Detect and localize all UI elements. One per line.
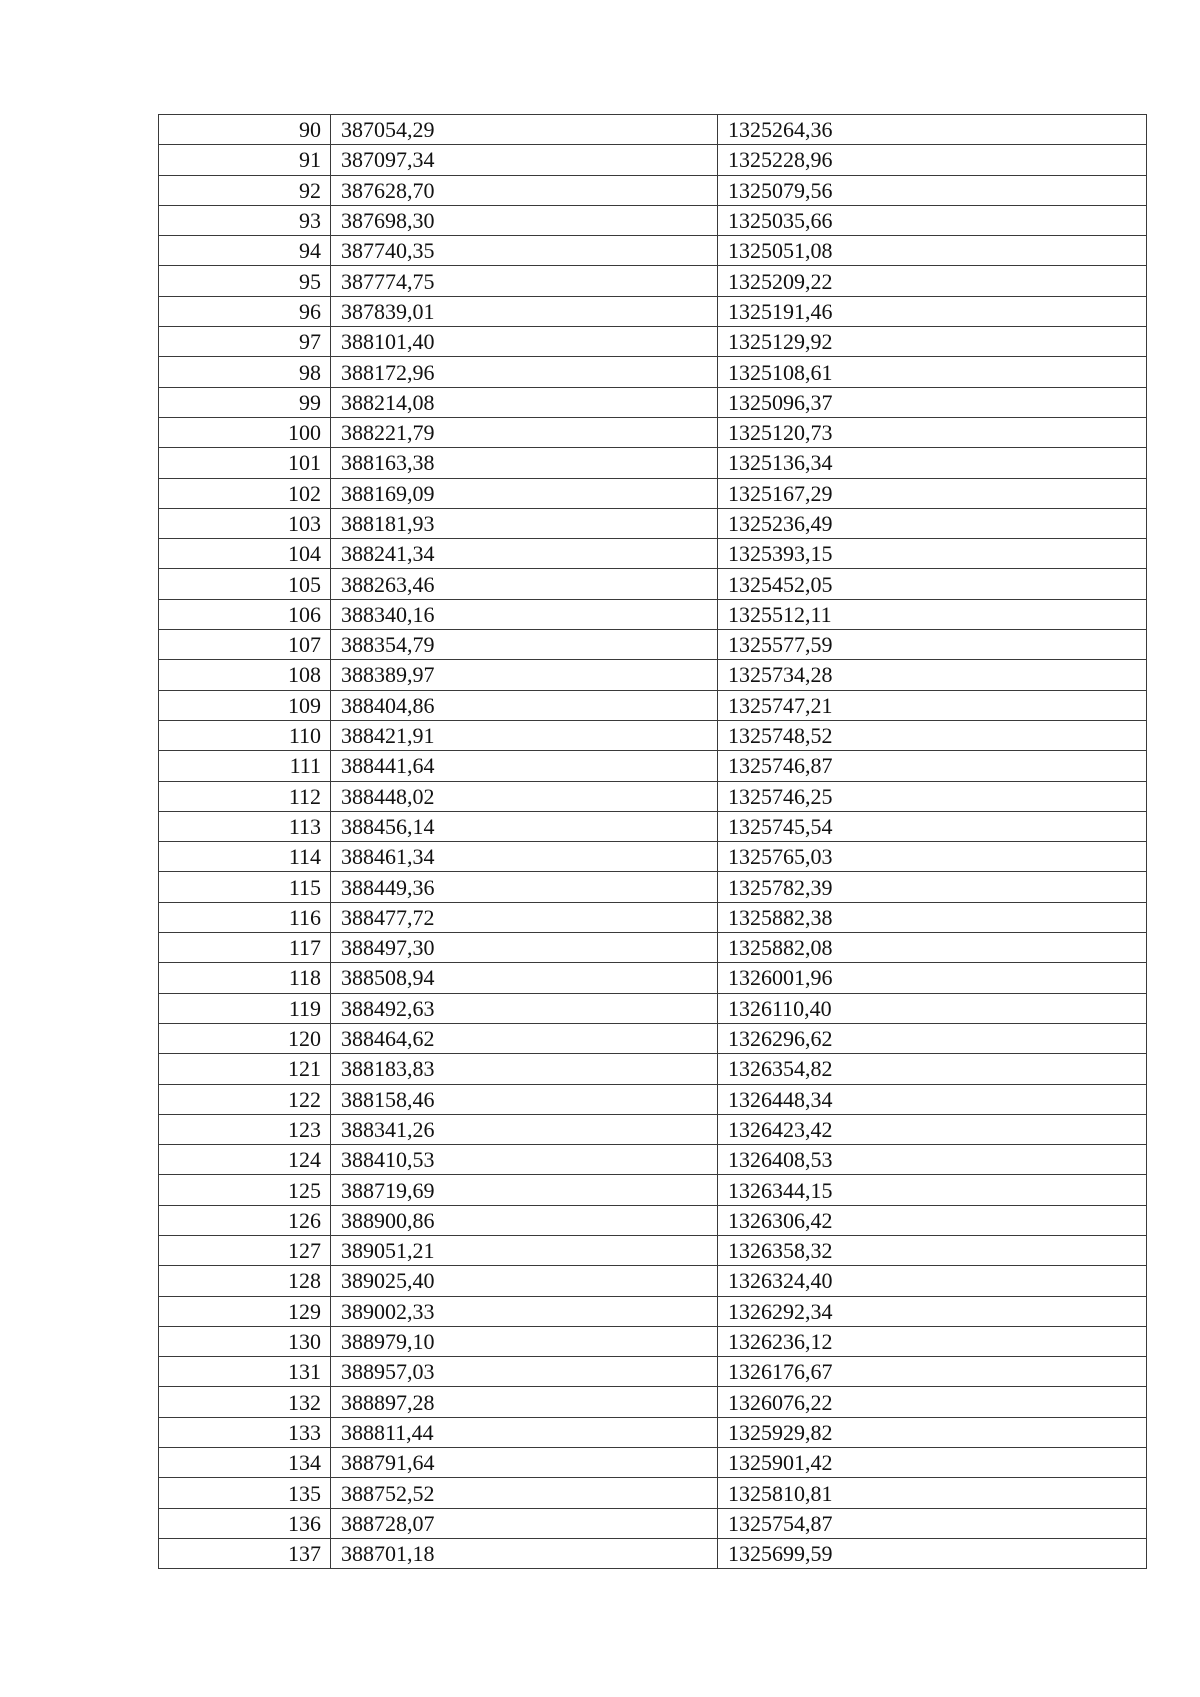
x-coordinate-cell: 388410,53 [331,1145,718,1175]
y-coordinate-cell: 1325393,15 [718,539,1147,569]
y-coordinate-cell: 1325810,81 [718,1478,1147,1508]
x-coordinate-cell: 388221,79 [331,417,718,447]
y-coordinate-cell: 1325512,11 [718,599,1147,629]
point-number-cell: 114 [159,842,331,872]
x-coordinate-cell: 388492,63 [331,993,718,1023]
x-coordinate-cell: 388477,72 [331,902,718,932]
point-number-cell: 136 [159,1508,331,1538]
point-number-cell: 102 [159,478,331,508]
x-coordinate-cell: 388263,46 [331,569,718,599]
table-row [159,387,1147,417]
x-coordinate-cell: 388979,10 [331,1326,718,1356]
point-number-cell: 130 [159,1326,331,1356]
x-coordinate-cell: 388508,94 [331,963,718,993]
table-row [159,872,1147,902]
table-row [159,448,1147,478]
x-coordinate-cell: 387740,35 [331,236,718,266]
y-coordinate-cell: 1325051,08 [718,236,1147,266]
point-number-cell: 111 [159,751,331,781]
y-coordinate-cell: 1325452,05 [718,569,1147,599]
x-coordinate-cell: 388752,52 [331,1478,718,1508]
table-row [159,1478,1147,1508]
y-coordinate-cell: 1325882,38 [718,902,1147,932]
table-row [159,1266,1147,1296]
point-number-cell: 120 [159,1023,331,1053]
y-coordinate-cell: 1326236,12 [718,1326,1147,1356]
point-number-cell: 92 [159,175,331,205]
table-row [159,1235,1147,1265]
x-coordinate-cell: 388169,09 [331,478,718,508]
point-number-cell: 93 [159,205,331,235]
y-coordinate-cell: 1325096,37 [718,387,1147,417]
y-coordinate-cell: 1326296,62 [718,1023,1147,1053]
point-number-cell: 128 [159,1266,331,1296]
x-coordinate-cell: 388421,91 [331,720,718,750]
point-number-cell: 91 [159,145,331,175]
x-coordinate-cell: 388719,69 [331,1175,718,1205]
y-coordinate-cell: 1325079,56 [718,175,1147,205]
table-row [159,1417,1147,1447]
x-coordinate-cell: 388456,14 [331,811,718,841]
point-number-cell: 133 [159,1417,331,1447]
table-row [159,236,1147,266]
table-row [159,690,1147,720]
point-number-cell: 103 [159,508,331,538]
table-row [159,993,1147,1023]
x-coordinate-cell: 387628,70 [331,175,718,205]
x-coordinate-cell: 388341,26 [331,1114,718,1144]
table-row [159,1084,1147,1114]
x-coordinate-cell: 388900,86 [331,1205,718,1235]
table-row [159,205,1147,235]
point-number-cell: 135 [159,1478,331,1508]
point-number-cell: 129 [159,1296,331,1326]
y-coordinate-cell: 1325129,92 [718,327,1147,357]
y-coordinate-cell: 1326001,96 [718,963,1147,993]
y-coordinate-cell: 1325035,66 [718,205,1147,235]
x-coordinate-cell: 388340,16 [331,599,718,629]
x-coordinate-cell: 388181,93 [331,508,718,538]
x-coordinate-cell: 388791,64 [331,1448,718,1478]
table-row [159,1175,1147,1205]
point-number-cell: 116 [159,902,331,932]
table-row [159,751,1147,781]
point-number-cell: 132 [159,1387,331,1417]
x-coordinate-cell: 388163,38 [331,448,718,478]
x-coordinate-cell: 388449,36 [331,872,718,902]
y-coordinate-cell: 1325746,87 [718,751,1147,781]
point-number-cell: 121 [159,1054,331,1084]
y-coordinate-cell: 1325746,25 [718,781,1147,811]
y-coordinate-cell: 1326358,32 [718,1235,1147,1265]
y-coordinate-cell: 1326324,40 [718,1266,1147,1296]
y-coordinate-cell: 1325108,61 [718,357,1147,387]
point-number-cell: 115 [159,872,331,902]
point-number-cell: 137 [159,1538,331,1568]
y-coordinate-cell: 1326076,22 [718,1387,1147,1417]
table-row [159,1508,1147,1538]
x-coordinate-cell: 388354,79 [331,630,718,660]
table-row [159,478,1147,508]
x-coordinate-cell: 387698,30 [331,205,718,235]
table-row [159,1357,1147,1387]
x-coordinate-cell: 388241,34 [331,539,718,569]
point-number-cell: 124 [159,1145,331,1175]
y-coordinate-cell: 1325901,42 [718,1448,1147,1478]
table-row [159,660,1147,690]
table-row [159,811,1147,841]
x-coordinate-cell: 388728,07 [331,1508,718,1538]
y-coordinate-cell: 1325765,03 [718,842,1147,872]
point-number-cell: 112 [159,781,331,811]
x-coordinate-cell: 388183,83 [331,1054,718,1084]
y-coordinate-cell: 1325236,49 [718,508,1147,538]
x-coordinate-cell: 388389,97 [331,660,718,690]
y-coordinate-cell: 1326306,42 [718,1205,1147,1235]
point-number-cell: 109 [159,690,331,720]
y-coordinate-cell: 1325264,36 [718,115,1147,145]
point-number-cell: 123 [159,1114,331,1144]
table-row [159,1145,1147,1175]
table-row [159,630,1147,660]
table-row [159,417,1147,447]
coordinates-table [158,114,1147,1569]
x-coordinate-cell: 388158,46 [331,1084,718,1114]
point-number-cell: 101 [159,448,331,478]
table-row [159,1023,1147,1053]
point-number-cell: 125 [159,1175,331,1205]
x-coordinate-cell: 389051,21 [331,1235,718,1265]
point-number-cell: 108 [159,660,331,690]
x-coordinate-cell: 388897,28 [331,1387,718,1417]
y-coordinate-cell: 1325882,08 [718,933,1147,963]
x-coordinate-cell: 387839,01 [331,296,718,326]
y-coordinate-cell: 1325120,73 [718,417,1147,447]
y-coordinate-cell: 1325754,87 [718,1508,1147,1538]
x-coordinate-cell: 388214,08 [331,387,718,417]
y-coordinate-cell: 1325734,28 [718,660,1147,690]
point-number-cell: 113 [159,811,331,841]
point-number-cell: 127 [159,1235,331,1265]
point-number-cell: 94 [159,236,331,266]
y-coordinate-cell: 1325745,54 [718,811,1147,841]
x-coordinate-cell: 388404,86 [331,690,718,720]
table-row [159,175,1147,205]
table-row [159,1296,1147,1326]
point-number-cell: 106 [159,599,331,629]
x-coordinate-cell: 388497,30 [331,933,718,963]
table-row [159,599,1147,629]
point-number-cell: 134 [159,1448,331,1478]
table-row [159,902,1147,932]
table-row [159,842,1147,872]
table-row [159,508,1147,538]
table-row [159,539,1147,569]
point-number-cell: 104 [159,539,331,569]
table-row [159,1114,1147,1144]
point-number-cell: 95 [159,266,331,296]
y-coordinate-cell: 1326448,34 [718,1084,1147,1114]
y-coordinate-cell: 1325699,59 [718,1538,1147,1568]
table-row [159,1326,1147,1356]
x-coordinate-cell: 388464,62 [331,1023,718,1053]
x-coordinate-cell: 388701,18 [331,1538,718,1568]
table-row [159,569,1147,599]
y-coordinate-cell: 1325136,34 [718,448,1147,478]
x-coordinate-cell: 388101,40 [331,327,718,357]
x-coordinate-cell: 388957,03 [331,1357,718,1387]
y-coordinate-cell: 1326408,53 [718,1145,1147,1175]
x-coordinate-cell: 387054,29 [331,115,718,145]
y-coordinate-cell: 1326176,67 [718,1357,1147,1387]
point-number-cell: 98 [159,357,331,387]
point-number-cell: 117 [159,933,331,963]
y-coordinate-cell: 1326423,42 [718,1114,1147,1144]
y-coordinate-cell: 1325747,21 [718,690,1147,720]
y-coordinate-cell: 1325228,96 [718,145,1147,175]
table-row [159,327,1147,357]
y-coordinate-cell: 1325929,82 [718,1417,1147,1447]
point-number-cell: 97 [159,327,331,357]
x-coordinate-cell: 387774,75 [331,266,718,296]
table-row [159,963,1147,993]
y-coordinate-cell: 1326344,15 [718,1175,1147,1205]
table-row [159,296,1147,326]
table-row [159,1538,1147,1568]
y-coordinate-cell: 1326292,34 [718,1296,1147,1326]
table-row [159,266,1147,296]
table-row [159,933,1147,963]
x-coordinate-cell: 388448,02 [331,781,718,811]
y-coordinate-cell: 1325191,46 [718,296,1147,326]
table-row [159,1448,1147,1478]
x-coordinate-cell: 388172,96 [331,357,718,387]
table-row [159,1205,1147,1235]
point-number-cell: 99 [159,387,331,417]
table-row [159,115,1147,145]
table-row [159,145,1147,175]
y-coordinate-cell: 1325748,52 [718,720,1147,750]
x-coordinate-cell: 388811,44 [331,1417,718,1447]
table-row [159,720,1147,750]
point-number-cell: 126 [159,1205,331,1235]
point-number-cell: 110 [159,720,331,750]
table-row [159,781,1147,811]
y-coordinate-cell: 1326110,40 [718,993,1147,1023]
point-number-cell: 96 [159,296,331,326]
table-row [159,1387,1147,1417]
point-number-cell: 90 [159,115,331,145]
coordinates-table-body [159,115,1147,1569]
x-coordinate-cell: 389025,40 [331,1266,718,1296]
x-coordinate-cell: 388441,64 [331,751,718,781]
y-coordinate-cell: 1326354,82 [718,1054,1147,1084]
y-coordinate-cell: 1325577,59 [718,630,1147,660]
x-coordinate-cell: 388461,34 [331,842,718,872]
table-row [159,357,1147,387]
y-coordinate-cell: 1325782,39 [718,872,1147,902]
point-number-cell: 100 [159,417,331,447]
point-number-cell: 105 [159,569,331,599]
y-coordinate-cell: 1325167,29 [718,478,1147,508]
point-number-cell: 107 [159,630,331,660]
point-number-cell: 119 [159,993,331,1023]
x-coordinate-cell: 387097,34 [331,145,718,175]
point-number-cell: 131 [159,1357,331,1387]
point-number-cell: 122 [159,1084,331,1114]
table-row [159,1054,1147,1084]
y-coordinate-cell: 1325209,22 [718,266,1147,296]
point-number-cell: 118 [159,963,331,993]
x-coordinate-cell: 389002,33 [331,1296,718,1326]
